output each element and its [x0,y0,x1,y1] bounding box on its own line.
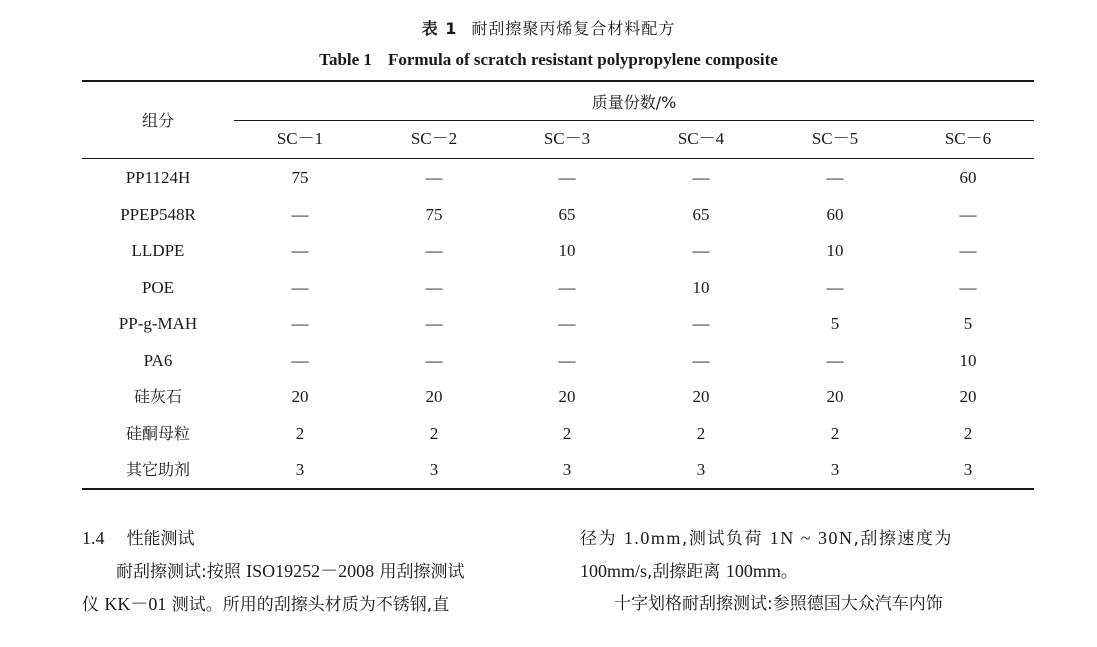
caption-cn-number: 表 1 [421,19,458,38]
row-label: PPEP548R [120,205,196,224]
table-cell: — [425,278,443,297]
table-top-rule [82,80,1034,82]
table-caption-cn [0,16,1097,39]
table-cell: — [425,241,443,260]
body-right-line-3: 十字划格耐刮擦测试:参照德国大众汽车内饰 [614,594,943,614]
table-cell: 20 [425,387,443,406]
table-caption-en [0,50,1097,70]
table-cell: 75 [291,168,309,187]
table-cell: 5 [830,314,840,333]
row-label: LLDPE [131,241,185,260]
table-cell: — [558,168,576,187]
table-cell: 3 [830,460,840,479]
table-bottom-rule [82,488,1034,490]
table-cell: 3 [562,460,572,479]
body-left-line-1 [116,560,465,583]
section-heading [82,527,195,550]
table-cell: — [425,168,443,187]
table-cell: 65 [692,205,710,224]
standard-code: ISO19252－2008 [246,561,375,581]
table-cell: — [291,241,309,260]
table-cell: 10 [692,278,710,297]
table-cell: 20 [692,387,710,406]
table-cell: 20 [959,387,977,406]
column-header: SC－2 [410,129,458,148]
column-header: SC－3 [543,129,591,148]
section-title: 性能测试 [126,529,195,549]
table-cell: 10 [558,241,576,260]
table-cell: 2 [562,424,572,443]
table-cell: 2 [295,424,305,443]
row-label: 其它助剂 [125,460,190,479]
diameter-value: 1.0mm [623,528,682,548]
text-run: ,刮擦距离 [647,562,726,582]
table-cell: — [558,351,576,370]
table-cell: 65 [558,205,576,224]
table-cell: — [291,351,309,370]
table-cell: — [826,278,844,297]
table-cell: 3 [295,460,305,479]
text-run: 径为 [580,529,624,549]
body-right-line-2 [580,560,798,583]
caption-en-title: Formula of scratch resistant polypropylene composite [387,50,778,69]
body-right-line-1 [580,527,953,550]
table-cell: 10 [826,241,844,260]
table-cell: — [692,314,710,333]
caption-en-number: Table 1 [319,50,372,69]
column-header: SC－4 [677,129,725,148]
table-cell: — [291,205,309,224]
table-cell: 2 [963,424,973,443]
table-cell: — [692,241,710,260]
table-cell: 60 [826,205,844,224]
group-header: 质量份数/% [591,93,677,112]
distance-value: 100mm [725,561,781,581]
table-cell: 2 [429,424,439,443]
section-number: 1.4 [82,528,105,548]
row-label: 硅酮母粒 [125,424,190,443]
column-header: SC－5 [811,129,859,148]
table-cell: — [558,278,576,297]
row-label: PP1124H [125,168,191,187]
table-cell: — [291,278,309,297]
table-cell: — [425,351,443,370]
table-cell: 20 [558,387,576,406]
row-label: PP-g-MAH [118,314,198,333]
text-run: ,测试负荷 [681,529,770,549]
table-cell: — [692,168,710,187]
table-cell: — [826,351,844,370]
load-range: 1N ~ 30N [769,528,854,548]
table-cell: — [959,241,977,260]
table-cell: 3 [963,460,973,479]
text-run: 。 [780,562,798,582]
table-cell: — [558,314,576,333]
text-run: 用刮擦测试 [374,562,465,582]
row-label: POE [141,278,175,297]
column-header: SC－1 [276,129,324,148]
table-cell: 20 [291,387,309,406]
table-cell: — [959,278,977,297]
device-code: KK－01 [104,594,167,614]
body-left-line-2 [82,593,449,616]
row-label: 硅灰石 [133,387,182,406]
table-cell: — [425,314,443,333]
table-cell: — [959,205,977,224]
caption-cn-title: 耐刮擦聚丙烯复合材料配方 [471,19,676,38]
table-header-rule [82,158,1034,159]
table-cell: 10 [959,351,977,370]
table-cell: 60 [959,168,977,187]
table-cell: 3 [696,460,706,479]
text-run: 耐刮擦测试:按照 [116,562,247,582]
text-run: 测试。所用的刮擦头材质为不锈钢,直 [166,595,450,615]
table-cell: 2 [696,424,706,443]
row-label: PA6 [143,351,173,370]
table-cell: 20 [826,387,844,406]
table-cell: — [291,314,309,333]
table-cell: 5 [963,314,973,333]
table-cell: — [692,351,710,370]
table-cell: 75 [425,205,443,224]
speed-value: 100mm/s [580,561,648,581]
table-cell: — [826,168,844,187]
text-run: 仪 [82,595,105,615]
table-cell: 2 [830,424,840,443]
table-group-rule [234,120,1034,121]
column-header: SC－6 [944,129,992,148]
component-header: 组分 [141,111,174,130]
table-cell: 3 [429,460,439,479]
text-run: ,刮擦速度为 [853,529,953,549]
